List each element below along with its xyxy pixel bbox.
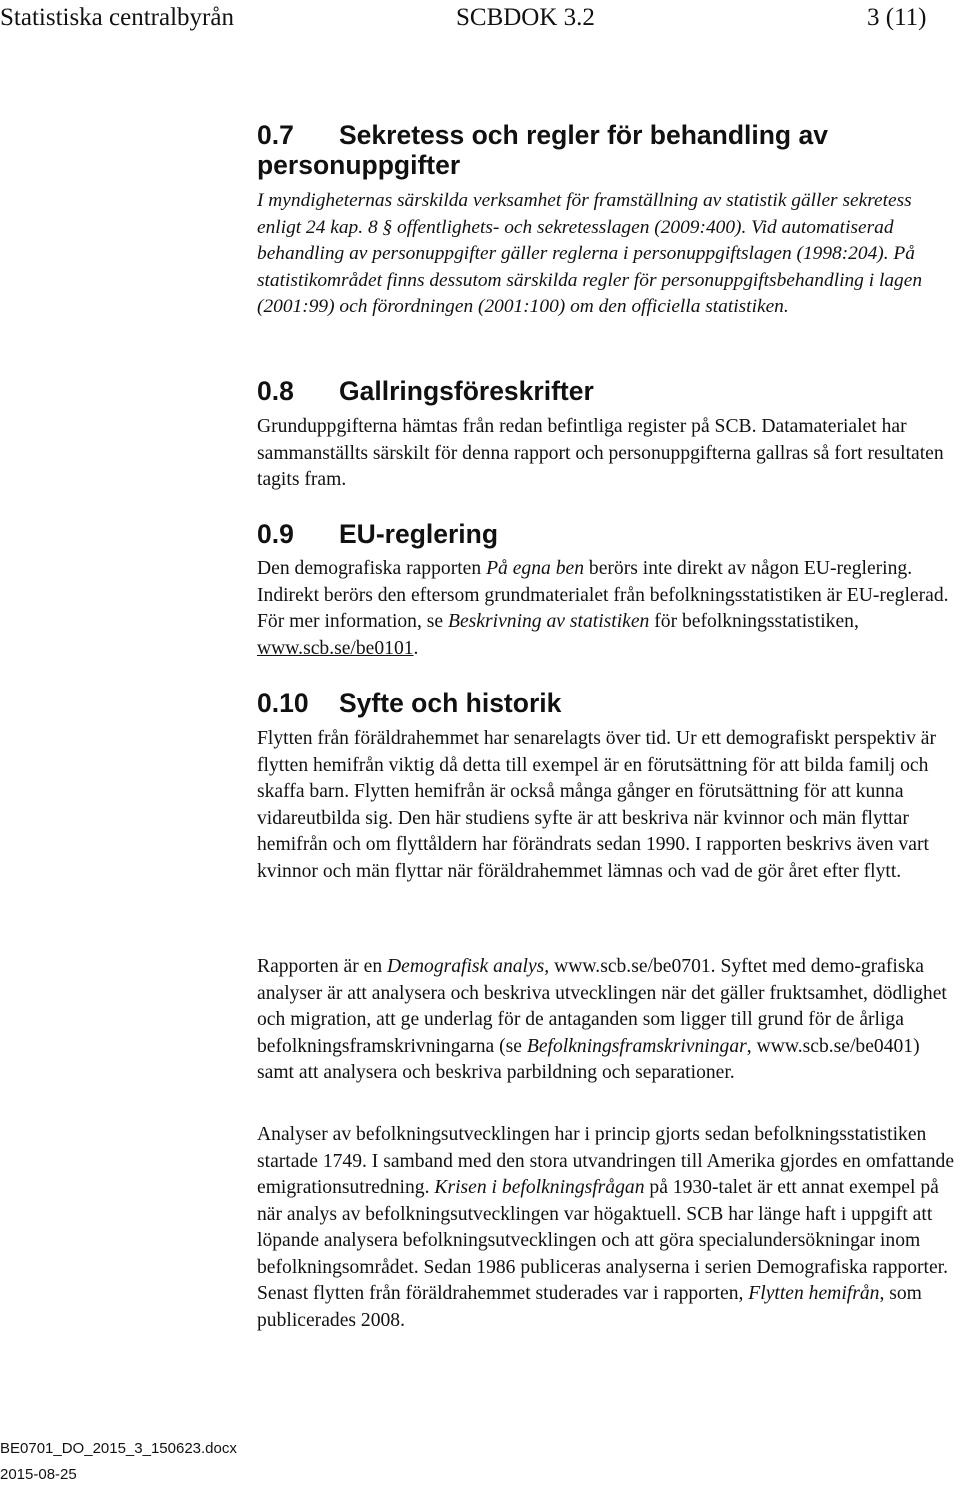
section-number: 0.9 bbox=[257, 519, 294, 549]
text-run: Analyser av befolkningsutvecklingen har i princip gjorts sedan befolkningsstatistiken startade 1749. I samband med den stora utvandringen till Amerika gjordes en omfattande emigrationsutredning. bbox=[257, 1124, 955, 1198]
section-title: EU-reglering bbox=[339, 519, 499, 549]
section-text-0-10-p3 bbox=[257, 1122, 959, 1334]
section-text-0-8: Grunduppgifterna hämtas från redan befintliga register på SCB. Datamaterialet har sammanställts särskilt för denna rapport och personuppgifterna gallras så fort resultaten tagits fram. bbox=[257, 416, 944, 490]
footer-date: 2015-08-25 bbox=[0, 1466, 77, 1483]
text-run: berörs inte direkt av någon EU-reglering. Indirekt berörs den eftersom grundmaterialet från befolkningsstatistiken är EU-reglerad. För mer information, se bbox=[257, 558, 949, 632]
report-title-italic: På egna ben bbox=[486, 558, 585, 579]
report-title-italic: Flytten hemifrån bbox=[748, 1283, 880, 1304]
text-run: Den demografiska rapporten bbox=[257, 558, 487, 579]
text-run: för befolkningsstatistiken, bbox=[649, 611, 859, 632]
text-run: , som publicerades 2008. bbox=[257, 1283, 922, 1331]
header-document-id: SCBDOK 3.2 bbox=[456, 4, 595, 31]
section-text-0-10-p2 bbox=[257, 954, 959, 1087]
section-heading-0-8 bbox=[257, 376, 957, 406]
section-heading-0-7 bbox=[257, 120, 957, 180]
text-run: www.scb.se/be0701. Syftet med demo-grafiska analyser är att analysera och beskriva utvecklingen när det gäller fruktsamhet, dödlighet och migration, att ge underlag för de antaganden som ligger till grund för de årliga befolkningsframskrivningarna (se bbox=[257, 956, 947, 1057]
header-page-number: 3 (11) bbox=[867, 4, 927, 31]
section-number: 0.7 bbox=[257, 120, 294, 150]
text-run: , www.scb.se/be0401) samt att analysera och beskriva parbildning och separationer. bbox=[257, 1035, 920, 1083]
section-text-0-7: I myndigheternas särskilda verksamhet för framställning av statistik gäller sekretess enligt 24 kap. 8 § offentlighets- och sekretesslagen (2009:400). Vid automatiserad behandling av personuppgifter gäller reglerna i personuppgiftslagen (1998:204). På statistikområdet finns dessutom särskilda regler för personuppgiftsbehandling i lagen (2001:99) och förordningen (2001:100) om den officiella statistiken. bbox=[257, 190, 923, 317]
section-text-0-10-p1: Flytten från föräldrahemmet har senarelagts över tid. Ur ett demografiskt perspektiv är flytten hemifrån viktig då detta till exempel är en förutsättning för att bilda familj och skaffa barn. Flytten hemifrån är också många gånger en förutsättning för att kunna vidareutbilda sig. Den här studiens syfte är att beskriva när kvinnor och män flyttar hemifrån och om flyttåldern har förändrats sedan 1990. I rapporten beskrivs även vart kvinnor och män flyttar när föräldrahemmet lämnas och vad de gör året efter flytt. bbox=[257, 728, 937, 882]
section-title-line2: personuppgifter bbox=[257, 150, 461, 180]
reference-italic: Befolkningsframskrivningar bbox=[526, 1035, 747, 1057]
scb-be0101-link[interactable]: www.scb.se/be0101 bbox=[257, 637, 414, 659]
series-italic: Demografisk analys, bbox=[387, 956, 550, 977]
section-title: Syfte och historik bbox=[339, 688, 562, 718]
section-heading-0-10 bbox=[257, 688, 957, 718]
section-number: 0.10 bbox=[257, 688, 309, 718]
reference-italic: Beskrivning av statistiken bbox=[448, 611, 650, 632]
footer-filename: BE0701_DO_2015_3_150623.docx bbox=[0, 1440, 237, 1457]
report-title-italic: Krisen i befolkningsfrågan bbox=[434, 1177, 645, 1198]
page-header bbox=[0, 2, 958, 34]
section-number: 0.8 bbox=[257, 376, 294, 406]
section-heading-0-9 bbox=[257, 519, 957, 549]
text-run: Rapporten är en bbox=[257, 956, 388, 977]
header-organization: Statistiska centralbyrån bbox=[0, 4, 234, 31]
section-title-line1: Sekretess och regler för behandling av bbox=[339, 120, 828, 150]
section-title: Gallringsföreskrifter bbox=[339, 376, 594, 406]
text-run: på 1930-talet är ett annat exempel på när analys av befolkningsutvecklingen var högaktuell. SCB har länge haft i uppgift att löpande analysera befolkningsutvecklingen och att göra specialundersökningar inom befolkningsområdet. Sedan 1986 publiceras analyserna i serien Demografiska rapporter. Senast flytten från föräldrahemmet studerades var i rapporten, bbox=[257, 1177, 948, 1304]
section-text-0-9 bbox=[257, 556, 959, 662]
text-run: . bbox=[413, 637, 419, 659]
